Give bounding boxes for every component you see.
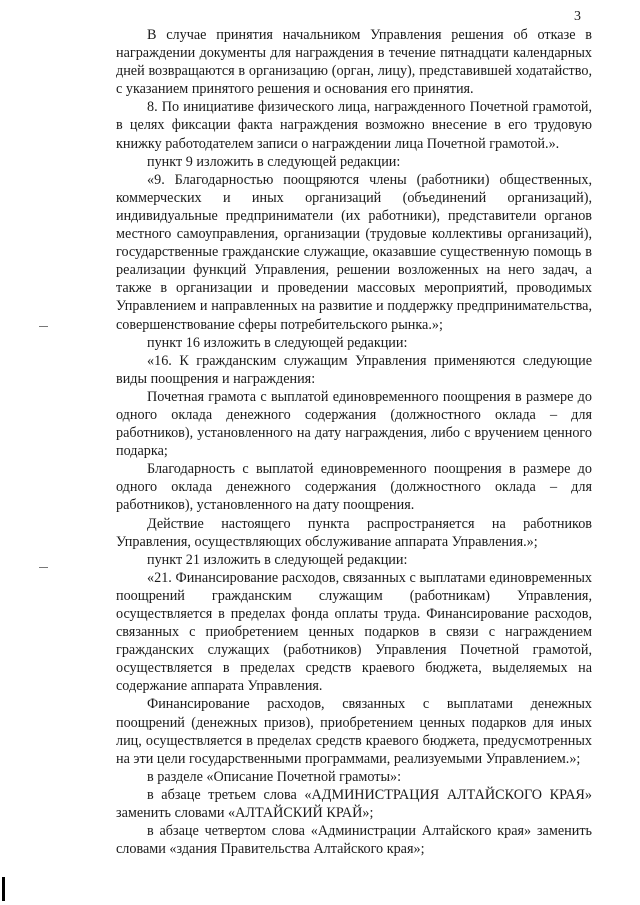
- paragraph: пункт 21 изложить в следующей редакции:: [147, 551, 408, 568]
- paragraph: «16. К гражданским служащим Управления применяются следующие виды поощрения и награждения:: [116, 352, 592, 387]
- paragraph: «21. Финансирование расходов, связанных с выплатами единовременных поощрений гражданским служащим (работникам) Управления, осуществляется в пределах фонда оплаты труда. Финансирование расходов, связанных с приобретением ценных подарков в связи с награждением гражданских служащих (работников) Управления Почетной грамотой, осуществляется в пределах средств краевого бюджета, выделяемых на содержание аппарата Управления.: [116, 569, 592, 695]
- page-number: 3: [574, 9, 581, 24]
- paragraph: 8. По инициативе физического лица, награжденного Почетной грамотой, в целях фиксации факта награждения возможно внесение в его трудовую книжку работодателем записи о награждении лица Почетной грамотой.».: [116, 99, 592, 152]
- paragraph: Благодарность с выплатой единовременного поощрения в размере до одного оклада денежного содержания (должностного оклада – для работников), установленного на дату поощрения.: [116, 461, 592, 514]
- paragraph: Почетная грамота с выплатой единовременного поощрения в размере до одного оклада денежного содержания (должностного оклада – для работников), установленного на дату награждения, либо с вручением ценного подарка;: [116, 388, 592, 460]
- paragraph: пункт 16 изложить в следующей редакции:: [147, 334, 408, 351]
- paragraph: «9. Благодарностью поощряются члены (работники) общественных, коммерческих и иных организаций (объединений организаций), индивидуальные предприниматели (их работники), представители органов местного самоуправления, организации (трудовые коллективы организаций), государственные гражданские служащие, оказавшие существенную помощь в реализации функций Управления, решении возложенных на него задач, а также в организации и проведении массовых мероприятий, проводимых Управлением и направленных на развитие и поддержку предпринимательства, совершенствование сферы потребительского рынка.»;: [116, 171, 592, 333]
- scan-edge-mark: [2, 877, 5, 901]
- margin-mark: [39, 567, 48, 568]
- paragraph: в абзаце третьем слова «АДМИНИСТРАЦИЯ АЛТАЙСКОГО КРАЯ» заменить словами «АЛТАЙСКИЙ КРАЙ»;: [116, 786, 592, 822]
- paragraph: в разделе «Описание Почетной грамоты»:: [147, 768, 402, 785]
- paragraph: Действие настоящего пункта распространяется на работников Управления, осуществляющих обслуживание аппарата Управления.»;: [116, 515, 592, 550]
- paragraph: в абзаце четвертом слова «Администрации Алтайского края» заменить словами «здания Правительства Алтайского края»;: [116, 823, 592, 858]
- paragraph: пункт 9 изложить в следующей редакции:: [147, 153, 401, 170]
- paragraph: В случае принятия начальником Управления решения об отказе в награждении документы для награждения в течение пятнадцати календарных дней возвращаются в организацию (орган, лицу), представившей ходатайство, с указанием принятого решения и основания его принятия.: [116, 27, 592, 98]
- margin-mark: [39, 326, 48, 327]
- document-body: [116, 26, 592, 858]
- paragraph: Финансирование расходов, связанных с выплатами денежных поощрений (денежных призов), приобретением ценных подарков для иных лиц, осуществляется в пределах средств краевого бюджета, предусмотренных на эти цели государственными программами, реализуемыми Управлением.»;: [116, 696, 592, 767]
